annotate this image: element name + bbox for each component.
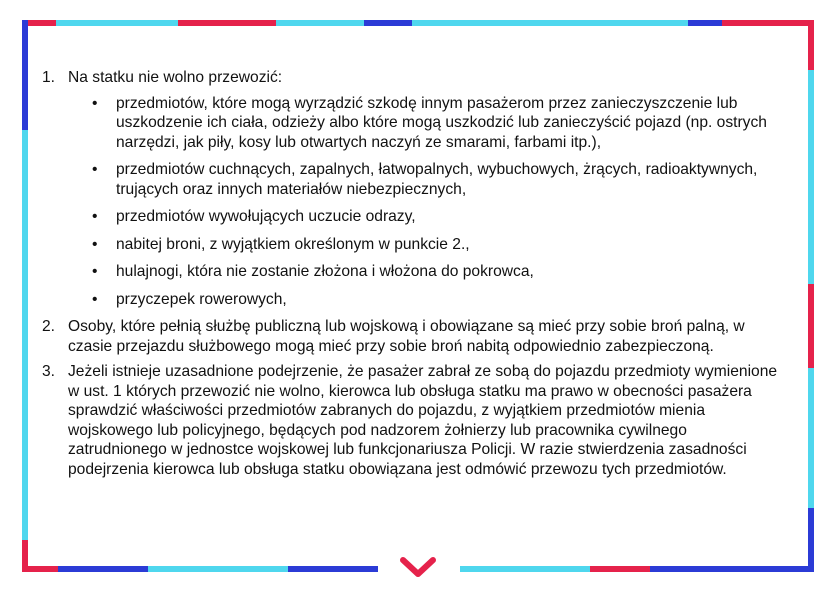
frame-bottom-red-right xyxy=(590,566,650,572)
frame-bottom-cyan-left xyxy=(148,566,288,572)
list-item-text: przedmiotów wywołujących uczucie odrazy, xyxy=(116,208,416,225)
rule-text: Jeżeli istnieje uzasadnione podejrzenie, że pasażer zabrał ze sobą do pojazdu przedmioty wymienione w ust. 1 których przewozić nie wolno, kierowca lub obsługa statku ma prawo w obecności pasażera sprawdzić właściwości przedmiotów zabranych do pojazdu, z wyjątkiem przedmiotów mienia wojskowego lub policyjnego, będących pod nadzorem żołnierzy lub pracownika cywilnego zatrudnionego w jednostce wojskowej lub funkcjonariusza Policji. W razie stwierdzenia zasadności podejrzenia kierowca lub obsługa statku obowiązana jest odmówić przewozu tych przedmiotów. xyxy=(68,363,778,478)
prohibited-items-list xyxy=(68,94,782,310)
bullet-icon: • xyxy=(92,94,98,112)
frame-top-red-mid xyxy=(178,20,276,26)
list-item xyxy=(68,160,782,199)
list-item xyxy=(68,207,782,227)
frame-right-blue xyxy=(808,508,814,572)
chevron-down-icon xyxy=(398,556,438,580)
frame-left-cyan xyxy=(22,130,28,540)
rule-item-2 xyxy=(42,317,782,356)
frame-top-blue-right xyxy=(688,20,722,26)
bullet-icon: • xyxy=(92,161,98,178)
list-item-text: przedmiotów cuchnących, zapalnych, łatwopalnych, wybuchowych, żrących, radioaktywnych, trujących oraz innych materiałów niebezpiecznych, xyxy=(116,161,758,198)
list-item-text: hulajnogi, która nie zostanie złożona i włożona do pokrowca, xyxy=(116,263,534,280)
rule-number: 1. xyxy=(42,69,56,86)
rule-item-3 xyxy=(42,362,782,479)
list-item-text: przedmiotów, które mogą wyrządzić szkodę innym pasażerom przez zanieczyszczenie lub uszkodzenie ich ciała, odzieży albo które mogą uszkodzić lub zanieczyścić pojazd (np. ostrych narzędzi, jak piły, kosy lub otwartych naczyń ze smarami, farbami itp.), xyxy=(116,94,767,151)
rule-text: Na statku nie wolno przewozić: xyxy=(68,69,283,86)
rule-number: 3. xyxy=(42,363,56,380)
rule-text: Osoby, które pełnią służbę publiczną lub wojskową i obowiązane są mieć przy sobie broń palną, w czasie przejazdu służbowego mogą mieć przy sobie broń nabitą odpowiednio zabezpieczoną. xyxy=(68,318,745,355)
frame-bottom-blue-left xyxy=(58,566,148,572)
rule-item-1 xyxy=(42,68,782,309)
frame-left-blue xyxy=(22,20,28,130)
list-item xyxy=(68,290,782,310)
bullet-icon: • xyxy=(92,290,98,308)
frame-right-cyan xyxy=(808,70,814,284)
rules-list xyxy=(42,68,782,479)
frame-top-blue-mid xyxy=(364,20,412,26)
frame-right-red-mid xyxy=(808,284,814,368)
list-item-text: nabitej broni, z wyjątkiem określonym w punkcie 2., xyxy=(116,235,470,253)
list-item-text: przyczepek rowerowych, xyxy=(116,290,287,308)
list-item xyxy=(68,235,782,255)
document-body xyxy=(42,68,782,485)
frame-right-cyan-low xyxy=(808,368,814,508)
list-item xyxy=(68,94,782,153)
list-item xyxy=(68,262,782,282)
frame-bottom-blue-right xyxy=(650,566,814,572)
bullet-icon: • xyxy=(92,208,98,225)
bullet-icon: • xyxy=(92,235,98,253)
rule-number: 2. xyxy=(42,318,56,335)
frame-bottom-cyan-mid xyxy=(460,566,590,572)
frame-bottom-blue-mid xyxy=(288,566,378,572)
frame-bottom-red-left xyxy=(22,566,58,572)
frame-top-red-right xyxy=(722,20,814,26)
frame-right-red xyxy=(808,20,814,70)
bullet-icon: • xyxy=(92,263,98,280)
